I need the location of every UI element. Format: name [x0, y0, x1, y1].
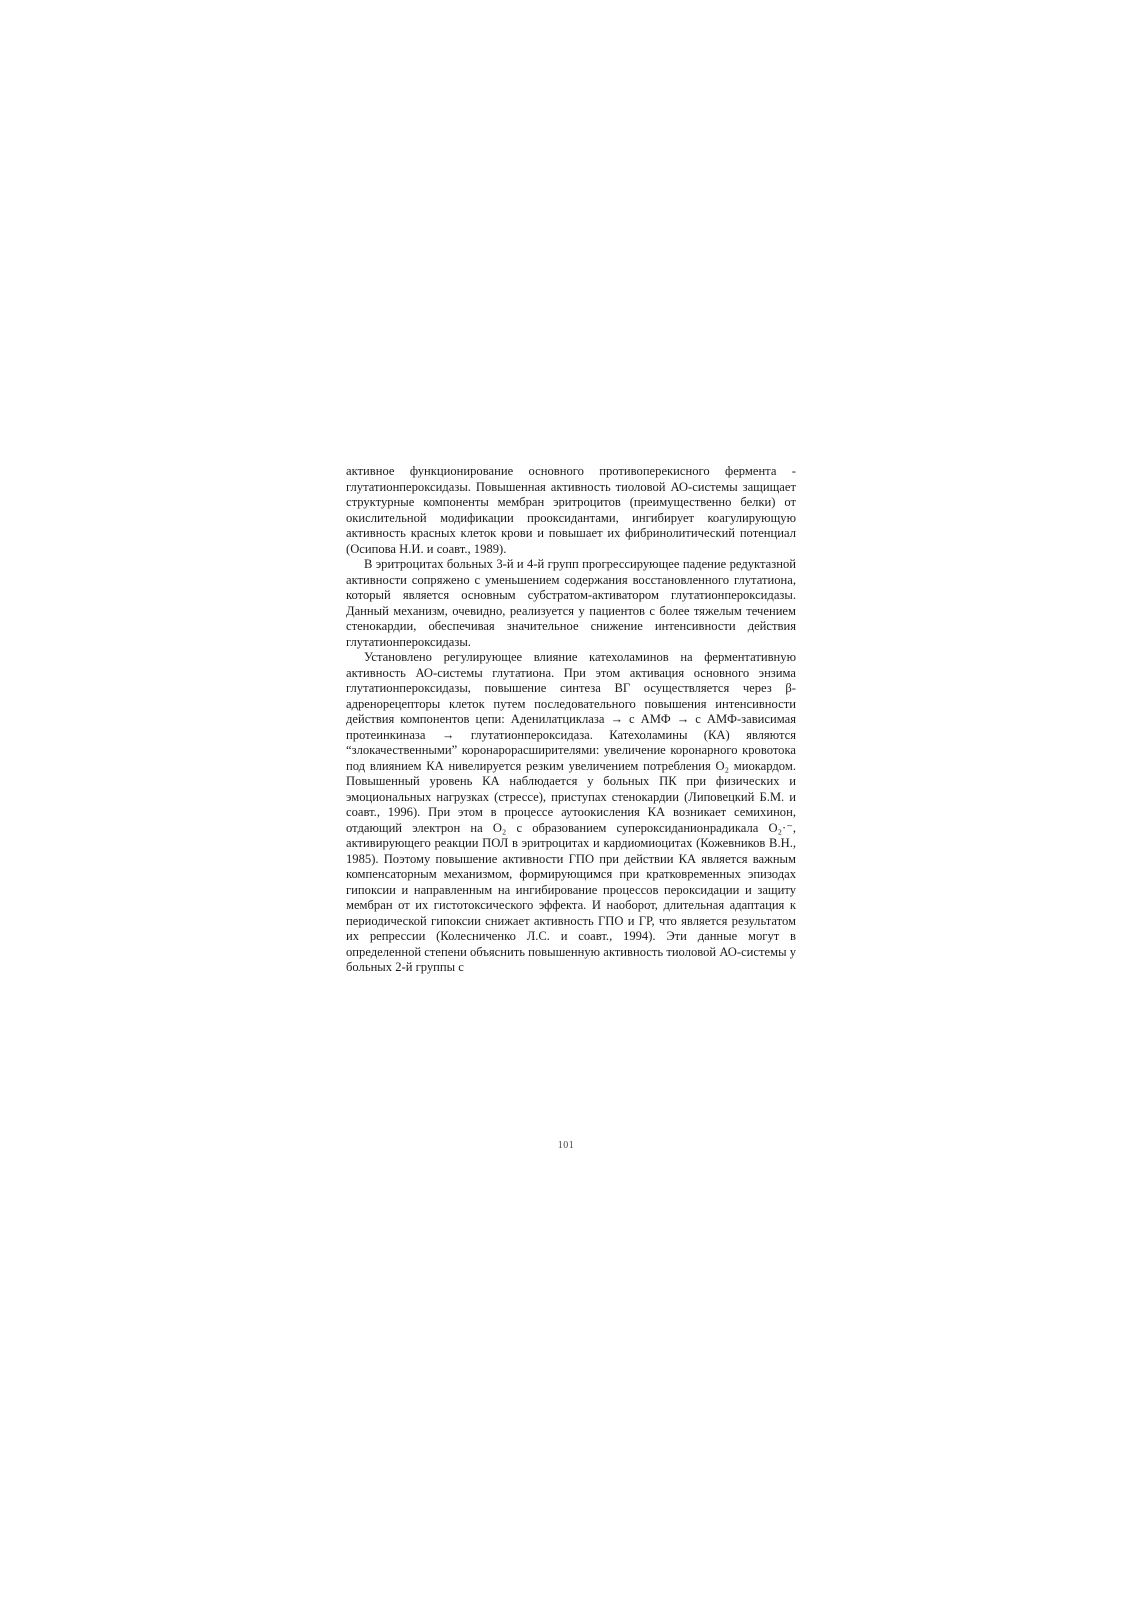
paragraph-catecholamines: Установлено регулирующее влияние катехоламинов на ферментативную активность АО-системы глутатиона. При этом активация основного энзима глутатионпероксидазы, повышение синтеза ВГ осуществляется через β-адренорецепторы клеток путем последовательного повышения интенсивности действия компонентов цепи: Аденилатциклаза → с АМФ → с АМФ-зависимая протеинкиназа → глутатионпероксидаза. Катехоламины (КА) являются “злокачественными” коронарорасширителями: увеличение коронарного кровотока под влиянием КА нивелируется резким увеличением потребления O₂ миокардом. Повышенный уровень КА наблюдается у больных ПК при физических и эмоциональных нагрузках (стрессе), приступах стенокардии (Липовецкий Б.М. и соавт., 1996). При этом в процессе аутоокисления КА возникает семихинон, отдающий электрон на O₂ с образованием супероксиданионрадикала O₂·⁻, активирующего реакции ПОЛ в эритроцитах и кардиомиоцитах (Кожевников В.Н., 1985). Поэтому повышение активности ГПО при действии КА является важным компенсаторным механизмом, формирующимся при кратковременных эпизодах гипоксии и направленным на ингибирование процессов пероксидации и защиту мембран от их гистотоксического эффекта. И наоборот, длительная адаптация к периодической гипоксии снижает активность ГПО и ГР, что является результатом их репрессии (Колесниченко Л.С. и соавт., 1994). Эти данные могут в определенной степени объяснить повышенную активность тиоловой АО-системы у больных 2-й группы с [346, 650, 796, 974]
paragraph-continuation: активное функционирование основного противоперекисного фермента - глутатионпероксидазы. Повышенная активность тиоловой АО-системы защищает структурные компоненты мембран эритроцитов (преимущественно белки) от окислительной модификации прооксидантами, ингибирует коагулирующую активность красных клеток крови и повышает их фибринолитический потенциал (Осипова Н.И. и соавт., 1989). [346, 464, 796, 556]
page-number: 101 [557, 1140, 575, 1151]
paragraph-erythrocytes: В эритроцитах больных 3-й и 4-й групп прогрессирующее падение редуктазной активности сопряжено с уменьшением содержания восстановленного глутатиона, который является основным субстратом-активатором глутатионпероксидазы. Данный механизм, очевидно, реализуется у пациентов с более тяжелым течением стенокардии, обеспечивая значительное снижение интенсивности действия глутатионпероксидазы. [346, 557, 796, 649]
body-text [346, 464, 796, 976]
